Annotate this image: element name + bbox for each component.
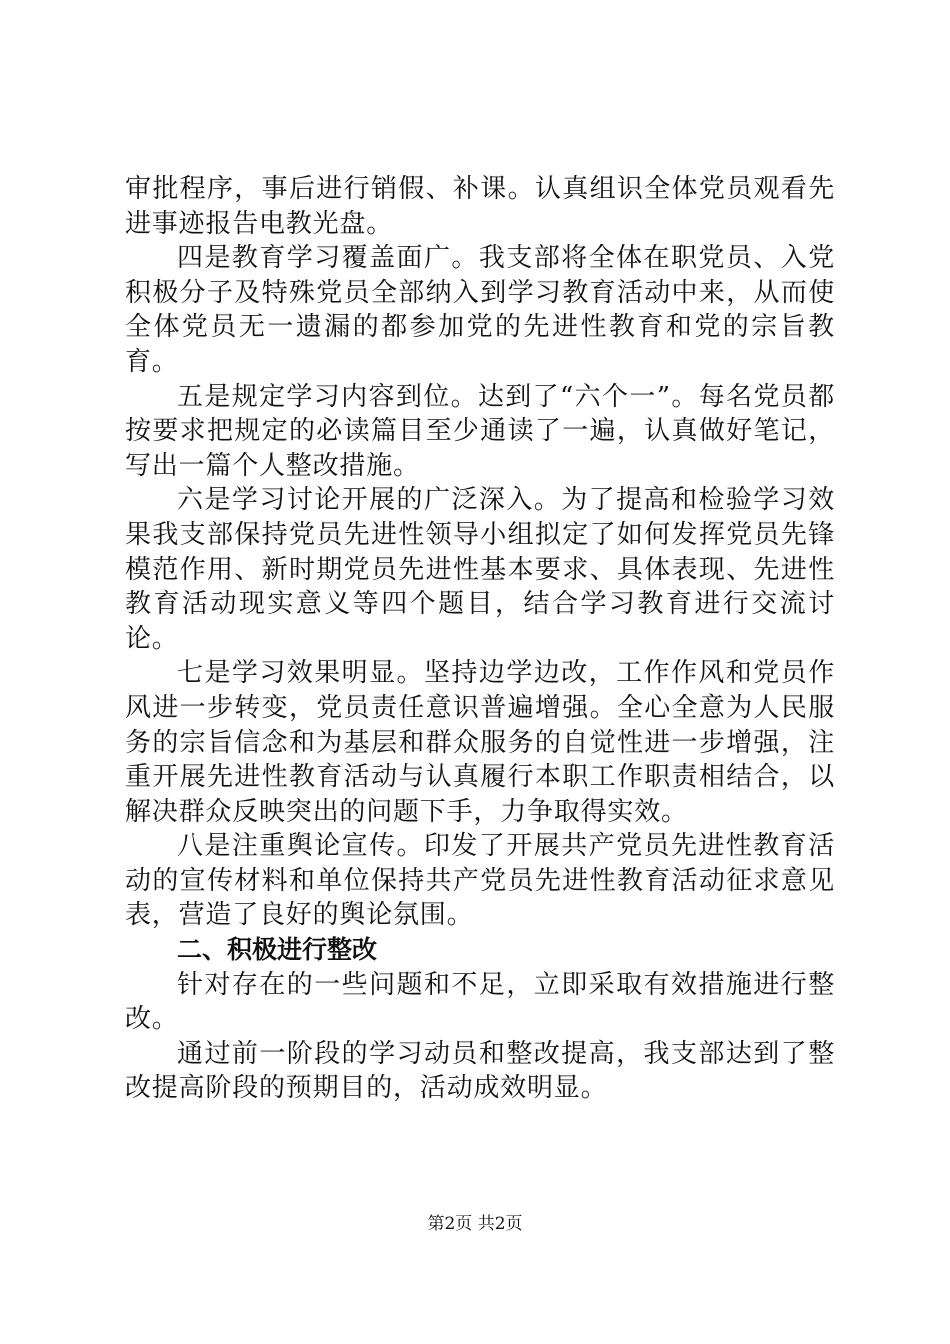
paragraph-conclusion: 通过前一阶段的学习动员和整改提高，我支部达到了整改提高阶段的预期目的，活动成效明显。 (125, 1038, 835, 1104)
paragraph-item-eight: 八是注重舆论宣传。印发了开展共产党员先进性教育活动的宣传材料和单位保持共产党员先进性教育活动征求意见表，营造了良好的舆论氛围。 (125, 831, 835, 931)
document-body (125, 172, 835, 1106)
section-heading: 二、积极进行整改 (177, 935, 378, 965)
paragraph-item-four: 四是教育学习覆盖面广。我支部将全体在职党员、入党积极分子及特殊党员全部纳入到学习教育活动中来，从而使全体党员无一遗漏的都参加党的先进性教育和党的宗旨教育。 (125, 243, 835, 377)
page-number-footer: 第2页 共2页 (427, 1214, 523, 1234)
paragraph-rectification: 针对存在的一些问题和不足，立即采取有效措施进行整改。 (125, 969, 835, 1035)
paragraph-item-six: 六是学习讨论开展的广泛深入。为了提高和检验学习效果我支部保持党员先进性领导小组拟定了如何发挥党员先锋模范作用、新时期党员先进性基本要求、具体表现、先进性教育活动现实意义等四个题目，结合学习教育进行交流讨论。 (125, 485, 835, 654)
paragraph-item-five: 五是规定学习内容到位。达到了“六个一”。每名党员都按要求把规定的必读篇目至少通读了一遍，认真做好笔记，写出一篇个人整改措施。 (125, 381, 835, 481)
paragraph-item-seven: 七是学习效果明显。坚持边学边改，工作作风和党员作风进一步转变，党员责任意识普遍增强。全心全意为人民服务的宗旨信念和为基层和群众服务的自觉性进一步增强，注重开展先进性教育活动与认真履行本职工作职责相结合，以解决群众反映突出的问题下手，力争取得实效。 (125, 658, 835, 827)
paragraph-approval: 审批程序，事后进行销假、补课。认真组识全体党员观看先进事迹报告电教光盘。 (125, 174, 835, 239)
